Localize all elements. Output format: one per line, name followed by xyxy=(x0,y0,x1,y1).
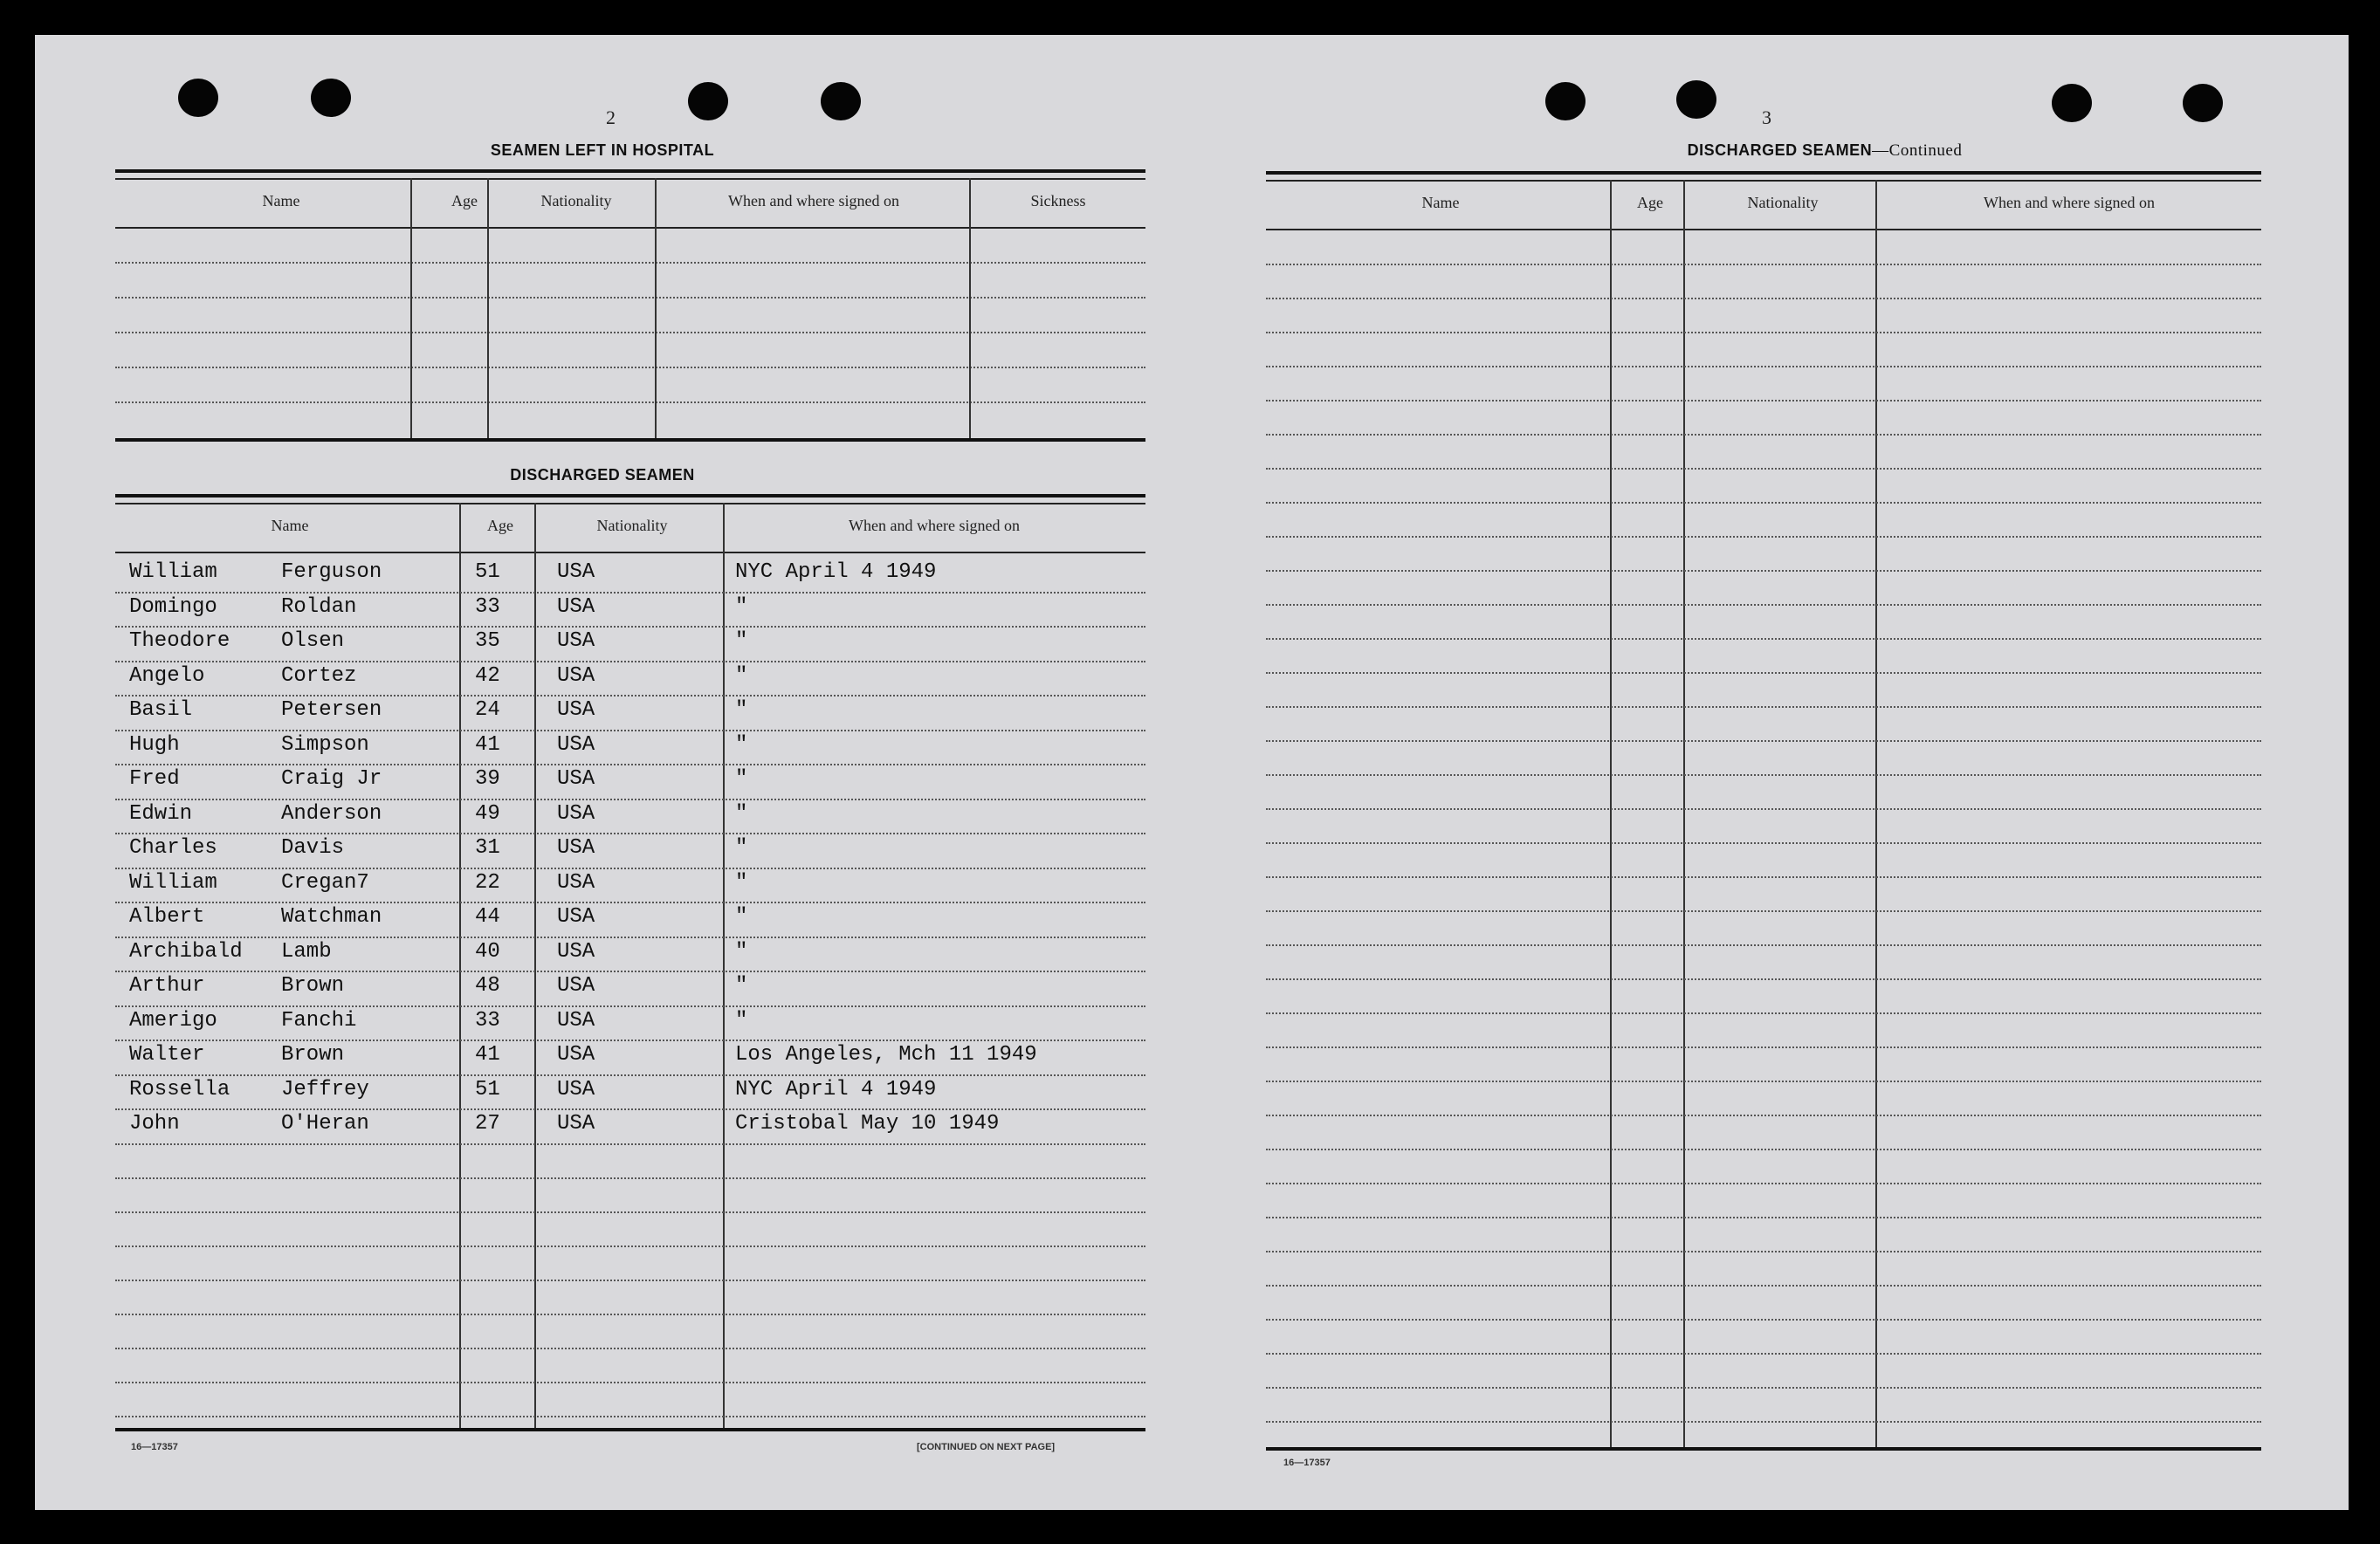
last-name-cell: Watchman xyxy=(281,905,382,929)
punch-hole xyxy=(688,82,728,120)
form-number: 16—17357 xyxy=(1283,1458,1331,1468)
nationality-cell: USA xyxy=(557,801,595,826)
nationality-cell: USA xyxy=(557,870,595,895)
last-name-cell: Fanchi xyxy=(281,1008,357,1033)
nationality-cell: USA xyxy=(557,1077,595,1101)
last-name-cell: Brown xyxy=(281,1043,345,1067)
signed-on-cell: " xyxy=(735,767,748,791)
age-cell: 51 xyxy=(475,560,500,584)
punch-hole xyxy=(1545,82,1586,120)
signed-on-cell: " xyxy=(735,629,748,653)
continued-note: [CONTINUED ON NEXT PAGE] xyxy=(917,1442,1056,1452)
punch-hole xyxy=(311,79,351,117)
last-name-cell: Ferguson xyxy=(281,560,382,584)
column-header: Nationality xyxy=(596,517,668,534)
age-cell: 35 xyxy=(475,629,500,653)
first-name-cell: Arthur xyxy=(129,974,205,998)
nationality-cell: USA xyxy=(557,767,595,791)
age-cell: 44 xyxy=(475,905,500,929)
nationality-cell: USA xyxy=(557,836,595,860)
last-name-cell: Craig Jr xyxy=(281,767,382,791)
column-header: Name xyxy=(271,517,309,534)
first-name-cell: Domingo xyxy=(129,594,217,619)
first-name-cell: Hugh xyxy=(129,732,180,757)
nationality-cell: USA xyxy=(557,594,595,619)
signed-on-cell: " xyxy=(735,939,748,964)
last-name-cell: Cregan7 xyxy=(281,870,369,895)
first-name-cell: William xyxy=(129,560,217,584)
document-sheet xyxy=(35,35,2349,1510)
nationality-cell: USA xyxy=(557,663,595,688)
age-cell: 51 xyxy=(475,1077,500,1101)
punch-hole xyxy=(1676,80,1716,119)
first-name-cell: Walter xyxy=(129,1043,205,1067)
age-cell: 48 xyxy=(475,974,500,998)
signed-on-cell: " xyxy=(735,698,748,722)
column-header: Age xyxy=(1637,194,1663,211)
punch-hole xyxy=(2052,84,2092,122)
discharged-title: DISCHARGED SEAMEN xyxy=(510,466,695,484)
age-cell: 22 xyxy=(475,870,500,895)
first-name-cell: Albert xyxy=(129,905,205,929)
age-cell: 24 xyxy=(475,698,500,722)
signed-on-cell: " xyxy=(735,974,748,998)
signed-on-cell: " xyxy=(735,663,748,688)
signed-on-cell: " xyxy=(735,836,748,860)
page-number: 3 xyxy=(1762,106,1771,128)
title-main: DISCHARGED SEAMEN xyxy=(1687,141,1873,159)
age-cell: 39 xyxy=(475,767,500,791)
page-number: 2 xyxy=(606,106,616,128)
column-header: Nationality xyxy=(540,192,612,209)
signed-on-cell: " xyxy=(735,905,748,929)
nationality-cell: USA xyxy=(557,1043,595,1067)
nationality-cell: USA xyxy=(557,732,595,757)
first-name-cell: Theodore xyxy=(129,629,230,653)
nationality-cell: USA xyxy=(557,1008,595,1033)
age-cell: 40 xyxy=(475,939,500,964)
last-name-cell: Cortez xyxy=(281,663,357,688)
signed-on-cell: Los Angeles, Mch 11 1949 xyxy=(735,1043,1037,1067)
last-name-cell: Olsen xyxy=(281,629,345,653)
column-header: When and where signed on xyxy=(849,517,1020,534)
signed-on-cell: " xyxy=(735,1008,748,1033)
age-cell: 27 xyxy=(475,1112,500,1136)
last-name-cell: Simpson xyxy=(281,732,369,757)
last-name-cell: O'Heran xyxy=(281,1112,369,1136)
discharged-continued-title xyxy=(1510,141,2139,161)
age-cell: 42 xyxy=(475,663,500,688)
first-name-cell: Amerigo xyxy=(129,1008,217,1033)
column-header: Age xyxy=(487,517,513,534)
first-name-cell: Archibald xyxy=(129,939,243,964)
nationality-cell: USA xyxy=(557,1112,595,1136)
signed-on-cell: NYC April 4 1949 xyxy=(735,1077,937,1101)
hospital-title: SEAMEN LEFT IN HOSPITAL xyxy=(490,141,715,159)
nationality-cell: USA xyxy=(557,560,595,584)
nationality-cell: USA xyxy=(557,974,595,998)
last-name-cell: Davis xyxy=(281,836,345,860)
age-cell: 41 xyxy=(475,1043,500,1067)
age-cell: 31 xyxy=(475,836,500,860)
first-name-cell: John xyxy=(129,1112,180,1136)
first-name-cell: William xyxy=(129,870,217,895)
column-header: Nationality xyxy=(1747,194,1819,211)
column-header: When and where signed on xyxy=(1984,194,2155,211)
column-header: Name xyxy=(1421,194,1460,211)
signed-on-cell: " xyxy=(735,870,748,895)
first-name-cell: Angelo xyxy=(129,663,205,688)
last-name-cell: Jeffrey xyxy=(281,1077,369,1101)
signed-on-cell: " xyxy=(735,594,748,619)
column-header: Name xyxy=(262,192,300,209)
nationality-cell: USA xyxy=(557,939,595,964)
first-name-cell: Basil xyxy=(129,698,193,722)
nationality-cell: USA xyxy=(557,629,595,653)
column-header: Age xyxy=(451,192,478,209)
signed-on-cell: NYC April 4 1949 xyxy=(735,560,937,584)
title-suffix: —Continued xyxy=(1872,141,1963,160)
signed-on-cell: " xyxy=(735,732,748,757)
first-name-cell: Fred xyxy=(129,767,180,791)
first-name-cell: Edwin xyxy=(129,801,193,826)
signed-on-cell: " xyxy=(735,801,748,826)
punch-hole xyxy=(178,79,218,117)
first-name-cell: Rossella xyxy=(129,1077,230,1101)
nationality-cell: USA xyxy=(557,698,595,722)
first-name-cell: Charles xyxy=(129,836,217,860)
last-name-cell: Lamb xyxy=(281,939,332,964)
signed-on-cell: Cristobal May 10 1949 xyxy=(735,1112,1000,1136)
age-cell: 33 xyxy=(475,594,500,619)
column-header: When and where signed on xyxy=(728,192,899,209)
form-number: 16—17357 xyxy=(131,1442,178,1452)
punch-hole xyxy=(2183,84,2223,122)
last-name-cell: Roldan xyxy=(281,594,357,619)
column-header: Sickness xyxy=(1030,192,1086,209)
age-cell: 49 xyxy=(475,801,500,826)
punch-hole xyxy=(821,82,861,120)
last-name-cell: Brown xyxy=(281,974,345,998)
nationality-cell: USA xyxy=(557,905,595,929)
age-cell: 41 xyxy=(475,732,500,757)
age-cell: 33 xyxy=(475,1008,500,1033)
last-name-cell: Petersen xyxy=(281,698,382,722)
last-name-cell: Anderson xyxy=(281,801,382,826)
